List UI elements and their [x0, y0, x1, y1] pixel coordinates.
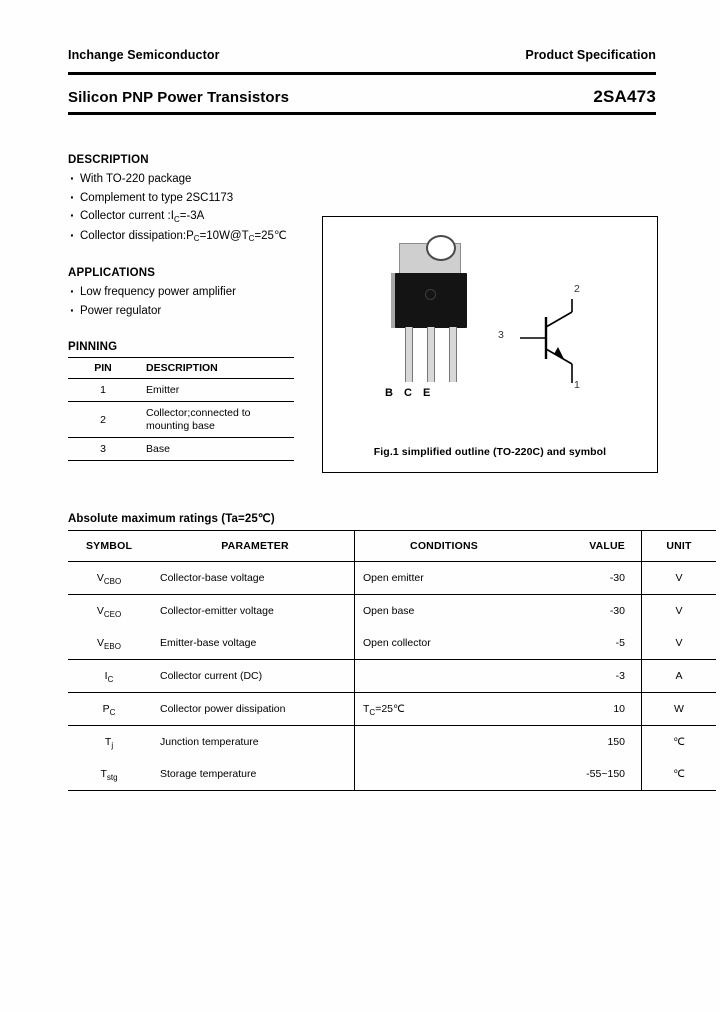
- description-item-4-pre: Collector dissipation:P: [80, 229, 194, 242]
- ratings-row-vceo-symbol: [68, 595, 150, 628]
- to220-package-illustration: [391, 243, 477, 388]
- ratings-row-tstg-condition: [355, 758, 530, 791]
- pinning-row-1-pin: 1: [100, 384, 106, 396]
- pinning-col-desc: DESCRIPTION: [138, 358, 294, 379]
- ratings-row-vcbo-symbol: [68, 562, 150, 595]
- symbol-label-emitter: 1: [574, 379, 580, 391]
- ratings-row-vcbo-symbol-sub: CBO: [103, 576, 122, 586]
- ratings-row-vcbo-unit: V: [642, 562, 717, 595]
- symbol-label-base: 3: [498, 329, 504, 341]
- pinning-row-2-pin: 2: [68, 402, 138, 438]
- description-item-4-sub2: C: [248, 234, 255, 243]
- pinning-row-3-desc: Base: [138, 438, 294, 461]
- ratings-row-vceo-symbol-main: V: [96, 605, 104, 617]
- description-item-4-post: =25℃: [254, 229, 287, 242]
- ratings-header-row: [68, 531, 716, 562]
- pinning-heading: PINNING: [68, 341, 118, 353]
- ratings-row-tstg-parameter: Storage temperature: [160, 768, 257, 780]
- description-item-2: [68, 189, 318, 208]
- ratings-row-vceo-symbol-sub: CEO: [103, 609, 122, 619]
- pinning-row-2: [68, 402, 294, 438]
- ratings-row-tj: [68, 726, 716, 759]
- title-row: [68, 87, 656, 107]
- ratings-row-vebo-unit: V: [642, 627, 717, 660]
- ratings-row-vceo-condition: Open base: [355, 595, 530, 628]
- ratings-row-ic-symbol-sub: C: [107, 674, 114, 684]
- description-item-1: [68, 170, 318, 189]
- ratings-col-parameter: PARAMETER: [150, 531, 355, 562]
- ratings-section: [68, 511, 692, 791]
- ratings-col-value: VALUE: [529, 531, 642, 562]
- pinning-row-3: [68, 438, 294, 461]
- description-section: [68, 154, 318, 246]
- package-pin-labels: B C E: [385, 387, 435, 399]
- ratings-col-unit: UNIT: [642, 531, 717, 562]
- ratings-row-vebo-parameter: Emitter-base voltage: [160, 637, 257, 649]
- part-number: 2SA473: [593, 87, 656, 106]
- package-lead-collector: [427, 327, 435, 382]
- ratings-row-vcbo-symbol-main: V: [96, 572, 104, 584]
- ratings-row-vcbo: [68, 562, 716, 595]
- package-mounting-hole-icon: [426, 235, 456, 261]
- description-item-4: [68, 227, 318, 247]
- ratings-row-tj-value: 150: [529, 726, 642, 759]
- ratings-row-tstg-value: -55~150: [586, 768, 625, 780]
- description-heading: DESCRIPTION: [68, 154, 149, 166]
- ratings-row-ic-symbol: [68, 660, 150, 693]
- ratings-row-ic-condition: [355, 660, 530, 693]
- ratings-row-ic-value: -3: [529, 660, 642, 693]
- ratings-row-tstg: [68, 758, 716, 791]
- applications-item-2: · Power regulator: [68, 302, 318, 321]
- ratings-row-pc-condition: [355, 693, 530, 726]
- ratings-row-tj-symbol-main: T: [104, 736, 112, 748]
- ratings-row-tstg-symbol-sub: stg: [106, 772, 118, 782]
- pinning-row-3-pin: 3: [68, 438, 138, 461]
- ratings-col-symbol: SYMBOL: [68, 531, 150, 562]
- pinning-row-1: [68, 379, 294, 402]
- company-name: Inchange Semiconductor: [68, 48, 220, 62]
- applications-section: [68, 267, 318, 320]
- ratings-row-vcbo-value: -30: [609, 572, 625, 584]
- document-type: Product Specification: [525, 48, 656, 62]
- description-item-3-pre: Collector current :I: [80, 210, 174, 222]
- ratings-row-tstg-symbol-main: T: [100, 768, 107, 780]
- symbol-label-collector: 2: [574, 283, 580, 295]
- ratings-row-pc-symbol-sub: C: [109, 707, 116, 717]
- figure-caption: Fig.1 simplified outline (TO-220C) and symbol: [373, 446, 607, 458]
- pinning-row-1-desc: Emitter: [146, 384, 180, 396]
- ratings-row-vebo-symbol: [68, 627, 150, 660]
- ratings-row-vebo-condition: Open collector: [355, 627, 530, 660]
- page-header: [68, 48, 656, 62]
- ratings-row-ic: [68, 660, 716, 693]
- package-lead-emitter: [449, 327, 457, 382]
- description-list: [68, 170, 318, 246]
- ratings-row-tj-symbol-sub: j: [111, 740, 114, 750]
- description-item-2-text: Complement to type 2SC1173: [80, 191, 234, 204]
- ratings-col-conditions: CONDITIONS: [355, 531, 530, 562]
- ratings-row-ic-symbol-main: I: [104, 670, 108, 682]
- ratings-title: Absolute maximum ratings (Ta=25℃): [68, 513, 275, 525]
- ratings-row-tstg-unit: ℃: [642, 758, 717, 791]
- pinning-row-2-desc-line2: mounting base: [146, 419, 215, 432]
- ratings-row-pc-unit: W: [642, 693, 717, 726]
- header-rule-bottom: [68, 112, 656, 115]
- ratings-row-tstg-symbol: [68, 758, 150, 791]
- ratings-row-vceo: [68, 595, 716, 628]
- ratings-row-pc-condition-sub: C: [369, 707, 376, 717]
- description-item-3-sub: C: [173, 214, 180, 224]
- ratings-row-pc-parameter: Collector power dissipation: [150, 693, 355, 726]
- ratings-row-vcbo-parameter: Collector-base voltage: [160, 572, 265, 584]
- description-item-3-post: =-3A: [179, 210, 205, 222]
- ratings-row-pc-symbol: [68, 693, 150, 726]
- pinning-col-pin: PIN: [68, 358, 138, 379]
- ratings-row-vebo-value: -5: [615, 637, 625, 649]
- ratings-row-tj-condition: [355, 726, 530, 759]
- ratings-row-pc-symbol-main: P: [102, 703, 110, 715]
- description-item-3: [68, 207, 318, 227]
- ratings-row-tj-symbol: [68, 726, 150, 759]
- ratings-row-vebo-symbol-main: V: [97, 637, 105, 649]
- applications-list: [68, 283, 318, 320]
- ratings-row-ic-parameter: Collector current (DC): [150, 660, 355, 693]
- pinning-header-row: [68, 358, 294, 379]
- applications-item-1: · Low frequency power amplifier: [68, 283, 318, 302]
- ratings-table: [68, 530, 716, 791]
- ratings-row-pc: [68, 693, 716, 726]
- ratings-row-vceo-unit: V: [642, 595, 717, 628]
- ratings-row-ic-unit: A: [642, 660, 717, 693]
- ratings-row-vebo-symbol-sub: EBO: [104, 641, 121, 651]
- ratings-row-vceo-value: -30: [529, 595, 642, 628]
- ratings-row-pc-value: 10: [529, 693, 642, 726]
- ratings-row-pc-condition-pre: T: [363, 703, 370, 715]
- figure-box: [322, 216, 658, 473]
- pnp-transistor-symbol: [498, 283, 618, 397]
- header-rule-top: [68, 72, 656, 75]
- ratings-row-vcbo-condition: Open emitter: [355, 562, 530, 595]
- pinning-row-2-desc: [138, 402, 294, 438]
- page-title: Silicon PNP Power Transistors: [68, 89, 290, 106]
- ratings-row-vceo-parameter: Collector-emitter voltage: [150, 595, 355, 628]
- pinning-section: [68, 341, 294, 461]
- package-lead-base: [405, 327, 413, 382]
- ratings-row-pc-condition-post: =25℃: [375, 703, 405, 715]
- pinning-table: [68, 357, 294, 461]
- transistor-symbol-svg: [498, 297, 618, 397]
- package-plastic-body: [395, 273, 467, 328]
- description-item-4-mid: =10W@T: [199, 229, 249, 242]
- ratings-row-tj-unit: ℃: [642, 726, 717, 759]
- description-item-4-sub: C: [193, 234, 200, 243]
- ratings-row-vebo: [68, 627, 716, 660]
- pinning-row-2-desc-line1: Collector;connected to: [146, 407, 251, 419]
- applications-heading: APPLICATIONS: [68, 267, 156, 279]
- ratings-row-tj-parameter: Junction temperature: [150, 726, 355, 759]
- description-item-1-text: With TO-220 package: [80, 173, 192, 185]
